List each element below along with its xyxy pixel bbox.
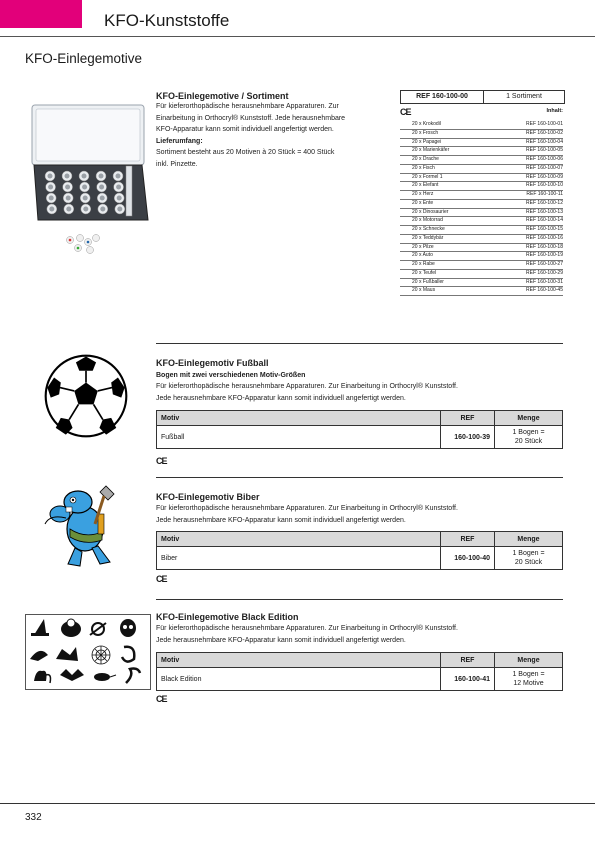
contents-name: 20 x Pilze xyxy=(412,243,434,250)
case-well-motif xyxy=(83,207,88,212)
black-edition-image xyxy=(25,614,151,690)
ce-mark: CE xyxy=(156,694,167,704)
contents-ref: REF 160-100-04 xyxy=(526,138,563,145)
col-motiv: Motiv xyxy=(157,411,441,426)
contents-ref: REF 160-100-45 xyxy=(526,287,563,294)
menge-line: 1 Bogen = xyxy=(512,429,545,436)
footer-divider xyxy=(0,803,595,804)
contents-name: 20 x Teddybär xyxy=(412,234,444,241)
contents-row xyxy=(400,217,563,226)
contents-row xyxy=(400,165,563,174)
contents-ref: REF 160-100-18 xyxy=(526,243,563,250)
header-accent-tab xyxy=(0,0,82,28)
product-subtitle: Bogen mit zwei verschiedenen Motiv-Größen xyxy=(156,372,306,379)
col-motiv: Motiv xyxy=(157,653,441,668)
table-row xyxy=(157,426,563,449)
product-desc-line: Jede herausnehmbare KFO-Apparatur kann somit individuell angefertigt werden. xyxy=(156,394,406,402)
contents-name: 20 x Formel 1 xyxy=(412,173,443,180)
contents-ref: REF 160-100-13 xyxy=(526,208,563,215)
section-divider xyxy=(156,477,563,478)
menge-line: 20 Stück xyxy=(514,438,543,445)
menge-line: 1 Bogen = xyxy=(512,550,545,557)
table-row xyxy=(157,668,563,691)
product-desc-line: Jede herausnehmbare KFO-Apparatur kann somit individuell angefertigt werden. xyxy=(156,516,406,524)
product-table xyxy=(156,531,563,570)
case-well-motif xyxy=(83,196,88,201)
case-well-motif xyxy=(82,174,87,179)
product-desc-line: Für kieferorthopädische herausnehmbare Apparaturen. Zur Einarbeitung in Orthocryl® Kunststoff. xyxy=(156,505,458,512)
contents-name: 20 x Marienkäfer xyxy=(412,147,450,154)
contents-ref: REF 160-100-16 xyxy=(526,234,563,241)
product-table xyxy=(156,410,563,449)
ce-mark: CE xyxy=(400,107,411,117)
product-title: KFO-Einlegemotiv Biber xyxy=(156,492,260,502)
cell-ref: 160-100-41 xyxy=(440,668,494,691)
case-well-motif xyxy=(116,185,121,190)
sortiment-ref: REF 160-100-00 xyxy=(401,91,484,103)
col-ref: REF xyxy=(440,411,494,426)
sortiment-desc-line: KFO-Apparatur kann somit individuell angefertigt werden. xyxy=(156,126,334,133)
contents-row xyxy=(400,139,563,148)
col-ref: REF xyxy=(440,532,494,547)
contents-row xyxy=(400,121,563,130)
contents-list xyxy=(400,121,563,296)
contents-ref: REF 160-100-12 xyxy=(526,199,563,206)
contents-name: 20 x Elefant xyxy=(412,182,439,189)
case-well-motif xyxy=(66,196,71,201)
menge-line: 1 Bogen = xyxy=(512,671,545,678)
beaver-image xyxy=(40,484,135,574)
contents-row xyxy=(400,244,563,253)
product-desc-line: Für kieferorthopädische herausnehmbare Apparaturen. Zur Einarbeitung in Orthocryl® Kunststoff. xyxy=(156,625,458,632)
case-well-motif xyxy=(48,174,53,179)
contents-name: 20 x Teufel xyxy=(412,269,437,276)
contents-row xyxy=(400,252,563,261)
contents-row xyxy=(400,182,563,191)
header-divider xyxy=(0,36,595,37)
football-image xyxy=(44,354,128,438)
case-well-motif xyxy=(65,185,70,190)
col-motiv: Motiv xyxy=(157,532,441,547)
product-table xyxy=(156,652,563,691)
lieferumfang-label: Lieferumfang: xyxy=(156,137,203,145)
product-description xyxy=(156,623,563,646)
sortiment-qty: 1 Sortiment xyxy=(506,93,542,100)
product-title: KFO-Einlegemotive Black Edition xyxy=(156,612,299,622)
case-well-motif xyxy=(116,174,121,179)
contents-name: 20 x Papagei xyxy=(412,138,442,145)
contents-ref: REF 160-100-01 xyxy=(526,121,563,127)
case-well-motif xyxy=(117,196,122,201)
contents-ref: REF 160-100-14 xyxy=(526,217,563,224)
sortiment-desc-line: Für kieferorthopädische herausnehmbare Apparaturen. Zur xyxy=(156,103,339,110)
contents-ref: REF 160-100-29 xyxy=(526,269,563,276)
contents-ref: REF 160-100-15 xyxy=(526,226,563,232)
contents-row xyxy=(400,226,563,235)
contents-name: 20 x Frosch xyxy=(412,129,439,136)
case-well-motif xyxy=(82,185,87,190)
ce-mark: CE xyxy=(156,456,167,466)
contents-ref: REF 160-100-07 xyxy=(526,164,563,171)
contents-name: 20 x Drache xyxy=(412,156,439,162)
case-well-motif xyxy=(117,207,122,212)
product-description xyxy=(156,381,563,404)
contents-name: 20 x Auto xyxy=(412,252,433,259)
case-well-motif xyxy=(49,207,54,212)
table-header-row xyxy=(157,653,563,668)
section-divider xyxy=(156,599,563,600)
sortiment-case-image xyxy=(30,90,150,270)
contents-ref: REF 160-100-02 xyxy=(526,129,563,136)
contents-ref: REF 160-100-31 xyxy=(526,278,563,285)
contents-row xyxy=(400,156,563,165)
contents-row xyxy=(400,200,563,209)
contents-row xyxy=(400,287,563,296)
cell-motiv: Fußball xyxy=(157,426,441,449)
ce-mark: CE xyxy=(156,574,167,584)
contents-name: 20 x Rabe xyxy=(412,261,435,267)
section-divider xyxy=(156,343,563,344)
case-well-motif xyxy=(100,207,105,212)
contents-row xyxy=(400,209,563,218)
case-well-motif xyxy=(65,174,70,179)
contents-name: 20 x Schnecke xyxy=(412,226,445,232)
cell-motiv: Biber xyxy=(157,547,441,570)
sortiment-desc-line: Einarbeitung in Orthocryl® Kunststoff. Jede herausnehmbare xyxy=(156,114,346,122)
product-desc-line: Jede herausnehmbare KFO-Apparatur kann somit individuell angefertigt werden. xyxy=(156,636,406,644)
page-number: 332 xyxy=(25,812,42,823)
contents-name: 20 x Krokodil xyxy=(412,121,441,127)
cell-menge xyxy=(495,668,563,691)
contents-name: 20 x Motorrad xyxy=(412,217,443,224)
sortiment-description xyxy=(156,101,396,170)
contents-ref: REF 160-100-09 xyxy=(526,173,563,180)
contents-row xyxy=(400,235,563,244)
contents-name: 20 x Ente xyxy=(412,199,434,206)
contents-name: 20 x Fisch xyxy=(412,164,435,171)
contents-row xyxy=(400,130,563,139)
col-menge: Menge xyxy=(495,411,563,426)
contents-row xyxy=(400,174,563,183)
product-title: KFO-Einlegemotiv Fußball xyxy=(156,358,269,368)
contents-ref: REF 160-100-11 xyxy=(526,191,563,197)
contents-name: 20 x Herz xyxy=(412,191,434,197)
cell-menge xyxy=(495,547,563,570)
lieferumfang-line: Sortiment besteht aus 20 Motiven à 20 Stück = 400 Stück xyxy=(156,149,335,156)
contents-ref: REF 160-100-05 xyxy=(526,147,563,154)
col-menge: Menge xyxy=(495,532,563,547)
col-menge: Menge xyxy=(495,653,563,668)
contents-ref: REF 160-100-10 xyxy=(526,182,563,189)
case-well-motif xyxy=(48,185,53,190)
product-description xyxy=(156,503,563,526)
page-title: KFO-Kunststoffe xyxy=(104,11,230,30)
contents-name: 20 x Dinosaurier xyxy=(412,208,449,215)
cell-menge xyxy=(495,426,563,449)
col-ref: REF xyxy=(440,653,494,668)
contents-ref: REF 160-100-06 xyxy=(526,156,563,162)
contents-ref: REF 160-100-27 xyxy=(526,261,563,267)
case-well-motif xyxy=(66,207,71,212)
contents-name: 20 x Fußballer xyxy=(412,278,444,285)
contents-row xyxy=(400,279,563,288)
contents-name: 20 x Maus xyxy=(412,287,436,294)
case-well-motif xyxy=(49,196,54,201)
menge-line: 20 Stück xyxy=(514,559,543,566)
case-well-motif xyxy=(100,196,105,201)
cell-ref: 160-100-40 xyxy=(440,547,494,570)
cell-motiv: Black Edition xyxy=(157,668,441,691)
contents-row xyxy=(400,147,563,156)
case-well-motif xyxy=(99,174,104,179)
inhalt-label: Inhalt: xyxy=(546,108,563,114)
sortiment-title: KFO-Einlegemotive / Sortiment xyxy=(156,91,289,101)
table-header-row xyxy=(157,532,563,547)
contents-ref: REF 160-100-19 xyxy=(526,252,563,259)
product-desc-line: Für kieferorthopädische herausnehmbare Apparaturen. Zur Einarbeitung in Orthocryl® Kunststoff. xyxy=(156,383,458,390)
sortiment-ref-table xyxy=(400,90,565,104)
table-header-row xyxy=(157,411,563,426)
contents-row xyxy=(400,261,563,270)
menge-line: 12 Motive xyxy=(513,680,544,687)
table-row xyxy=(157,547,563,570)
case-well-motif xyxy=(99,185,104,190)
contents-row xyxy=(400,191,563,200)
contents-row xyxy=(400,270,563,279)
lieferumfang-line: inkl. Pinzette. xyxy=(156,160,198,168)
section-title: KFO-Einlegemotive xyxy=(25,51,143,66)
cell-ref: 160-100-39 xyxy=(440,426,494,449)
